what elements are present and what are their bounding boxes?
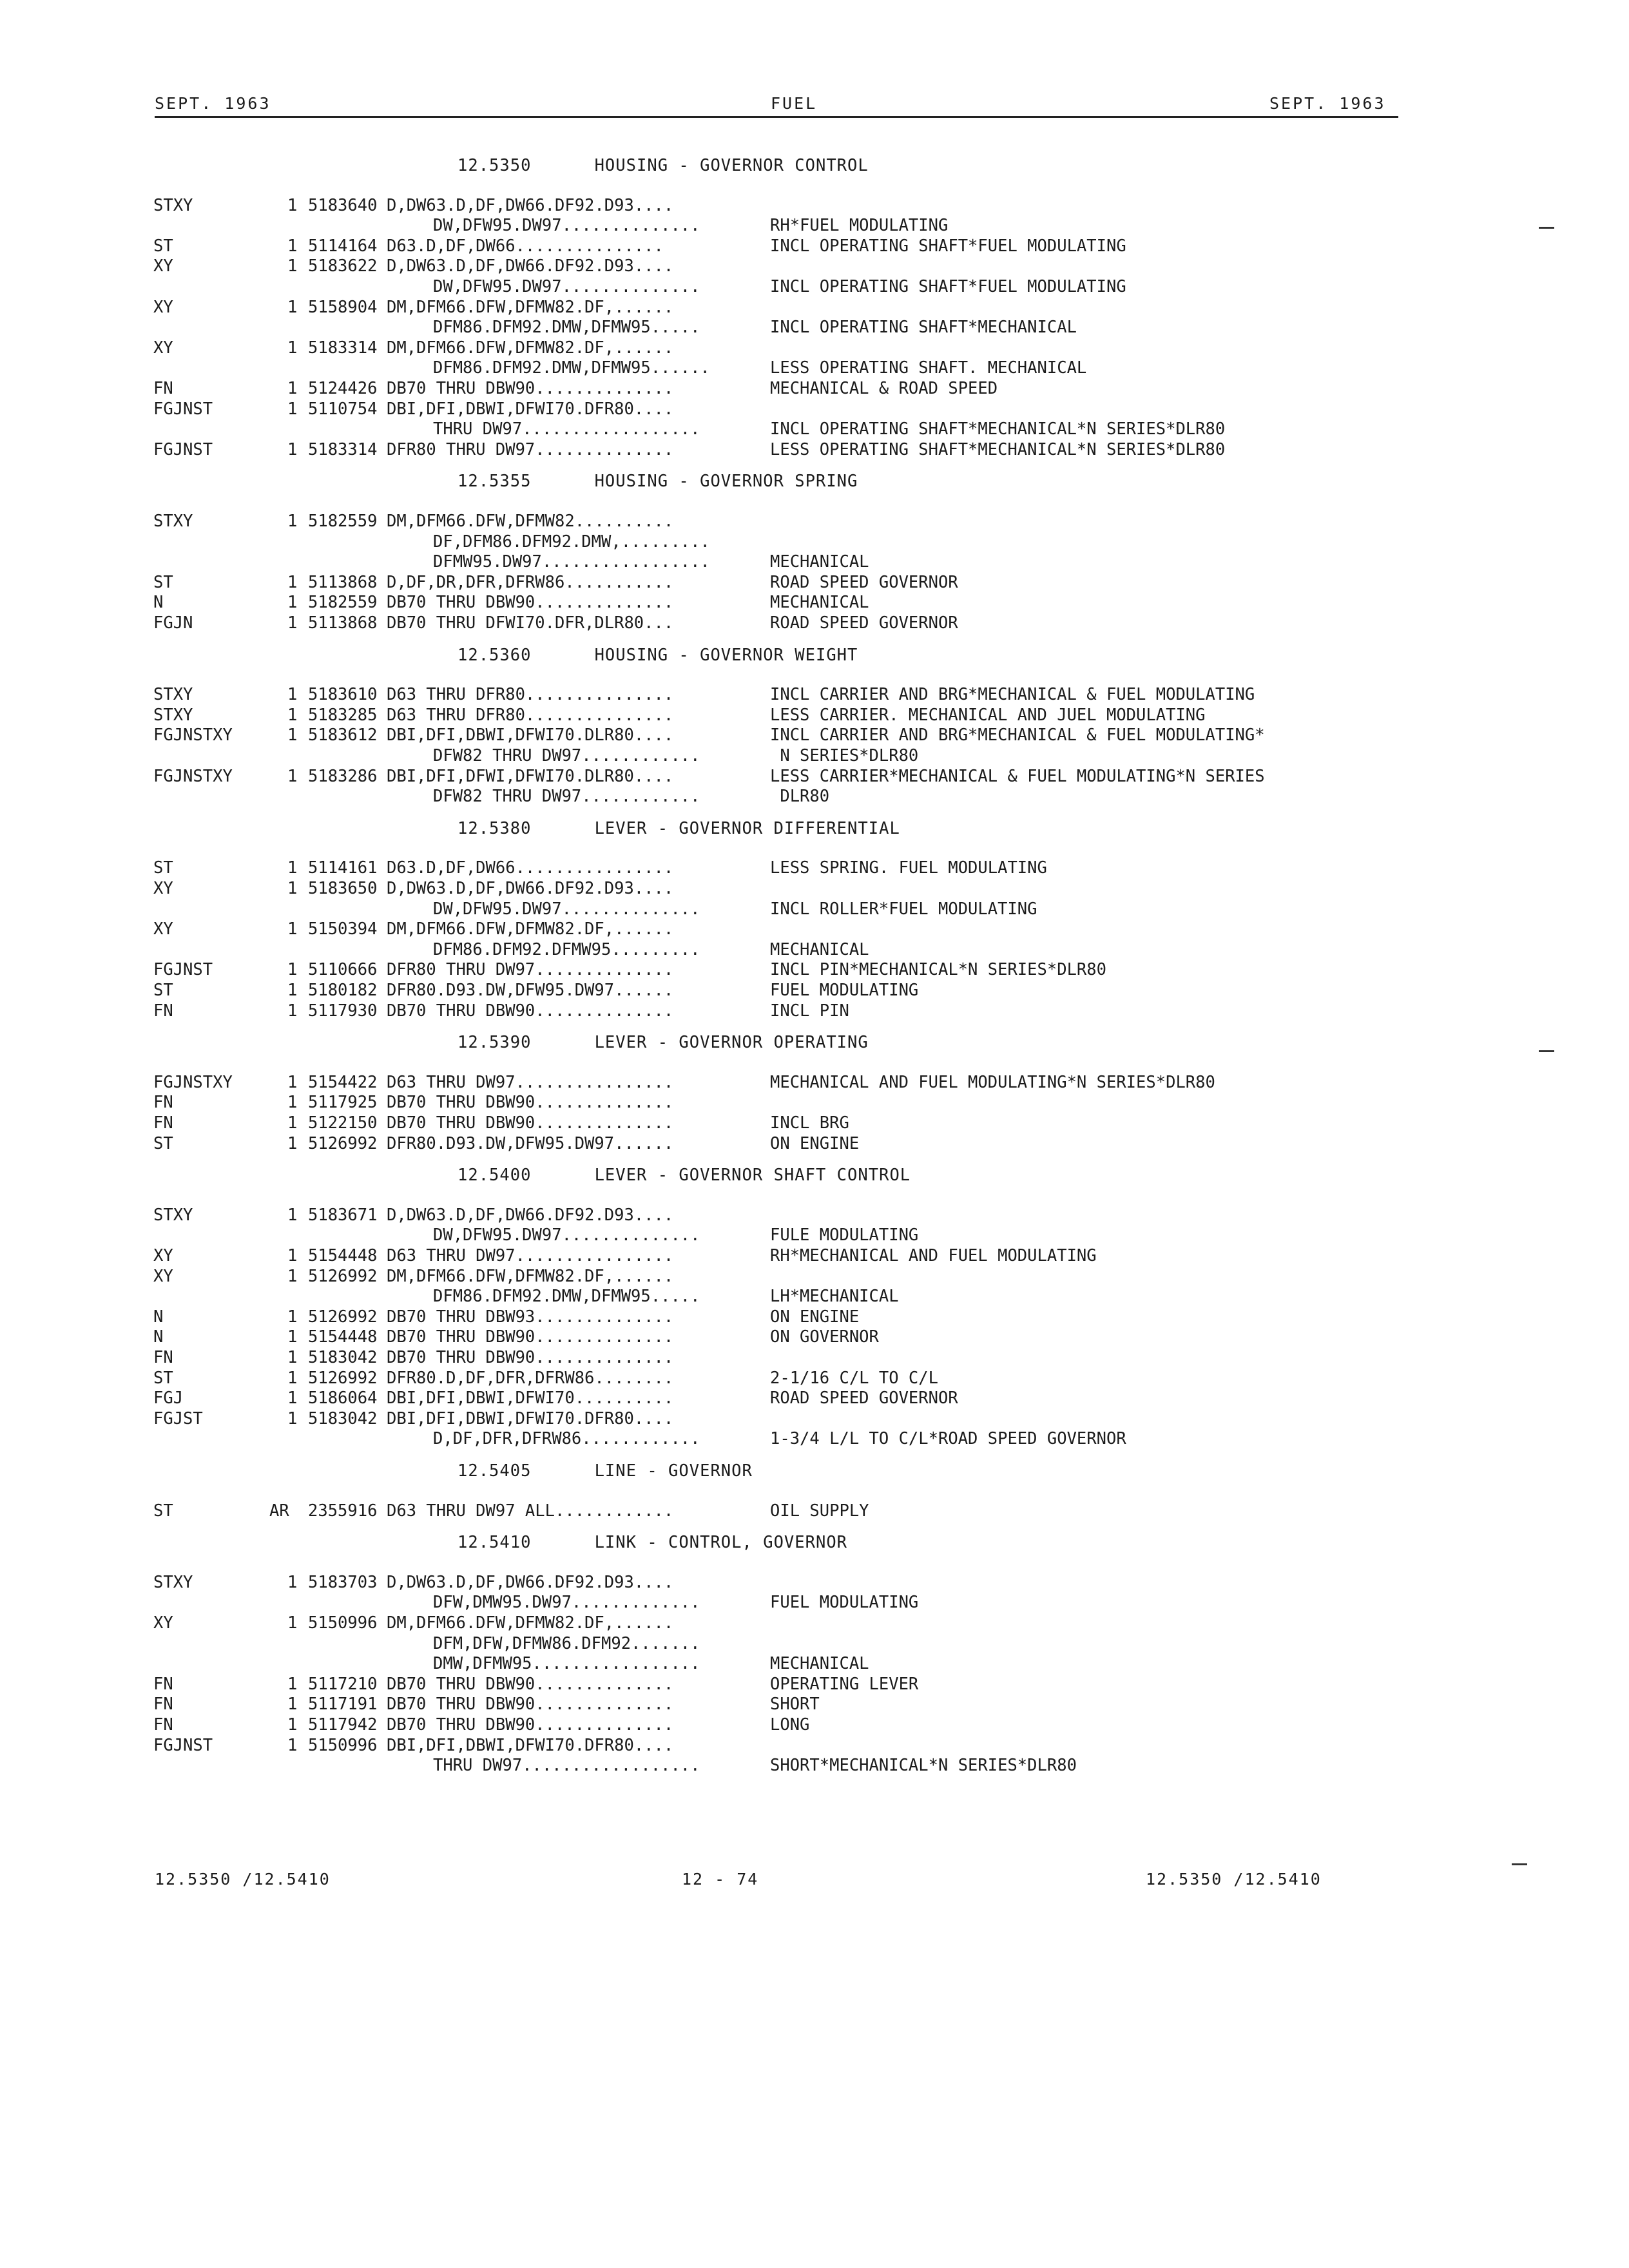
header-date-right: SEPT. 1963 bbox=[1269, 94, 1386, 113]
quantity: 1 bbox=[287, 1246, 298, 1265]
applicability: DBI,DFI,DFWI,DFWI70.DLR80.... bbox=[387, 766, 674, 786]
part-description: FUEL MODULATING bbox=[770, 981, 919, 1000]
model-code: ST bbox=[153, 981, 173, 1000]
applicability: D63.D,DF,DW66............... bbox=[387, 236, 664, 256]
applicability: DM,DFM66.DFW,DFMW82.DF,...... bbox=[387, 1613, 674, 1633]
part-description: INCL ROLLER*FUEL MODULATING bbox=[770, 899, 1037, 919]
applicability: DFM86.DFM92.DMW,DFMW95..... bbox=[433, 1287, 700, 1307]
model-code: ST bbox=[153, 236, 173, 256]
model-code: N bbox=[153, 1327, 164, 1347]
part-number: 5110754 bbox=[308, 399, 378, 419]
model-code: STXY bbox=[153, 195, 193, 215]
part-description: SHORT*MECHANICAL*N SERIES*DLR80 bbox=[770, 1756, 1077, 1776]
applicability: DBI,DFI,DBWI,DFWI70.DFR80.... bbox=[387, 1408, 674, 1428]
model-code: XY bbox=[153, 297, 173, 317]
part-description: ON ENGINE bbox=[770, 1133, 860, 1153]
part-number: 5183622 bbox=[308, 256, 378, 276]
part-description: INCL CARRIER AND BRG*MECHANICAL & FUEL MODULATING bbox=[770, 685, 1255, 705]
quantity: 1 bbox=[287, 439, 298, 459]
section-heading: 12.5405 LINE - GOVERNOR bbox=[458, 1461, 753, 1481]
applicability: DW,DFW95.DW97.............. bbox=[433, 899, 700, 919]
applicability: DFM,DFW,DFMW86.DFM92....... bbox=[433, 1633, 700, 1653]
section-heading: 12.5350 HOUSING - GOVERNOR CONTROL bbox=[458, 156, 869, 175]
applicability: THRU DW97.................. bbox=[433, 419, 700, 439]
part-number: 5154422 bbox=[308, 1072, 378, 1092]
part-number: 5117942 bbox=[308, 1715, 378, 1735]
applicability: DFM86.DFM92.DMW,DFMW95..... bbox=[433, 318, 700, 338]
part-description: INCL PIN bbox=[770, 1001, 849, 1021]
part-description: ROAD SPEED GOVERNOR bbox=[770, 1389, 958, 1408]
header-section-title: FUEL bbox=[771, 94, 818, 113]
quantity: 1 bbox=[287, 256, 298, 276]
applicability: DBI,DFI,DBWI,DFWI70.......... bbox=[387, 1389, 674, 1408]
part-number: 5117191 bbox=[308, 1695, 378, 1715]
applicability: DB70 THRU DBW90.............. bbox=[387, 1093, 674, 1113]
quantity: 1 bbox=[287, 1348, 298, 1367]
part-number: 5183314 bbox=[308, 338, 378, 358]
quantity: 1 bbox=[287, 379, 298, 398]
part-description: INCL OPERATING SHAFT*FUEL MODULATING bbox=[770, 277, 1126, 296]
quantity: 1 bbox=[287, 1072, 298, 1092]
applicability: D,DW63.D,DF,DW66.DF92.D93.... bbox=[387, 1205, 674, 1225]
part-description: MECHANICAL bbox=[770, 552, 869, 572]
part-description: MECHANICAL & ROAD SPEED bbox=[770, 379, 998, 398]
model-code: ST bbox=[153, 1501, 173, 1521]
part-description: INCL BRG bbox=[770, 1113, 849, 1133]
part-number: 2355916 bbox=[308, 1501, 378, 1521]
part-number: 5183610 bbox=[308, 685, 378, 705]
quantity: 1 bbox=[287, 879, 298, 898]
part-description: INCL PIN*MECHANICAL*N SERIES*DLR80 bbox=[770, 960, 1106, 980]
applicability: DMW,DFMW95................. bbox=[433, 1654, 700, 1674]
quantity: 1 bbox=[287, 1113, 298, 1133]
model-code: STXY bbox=[153, 1205, 193, 1225]
part-description: INCL OPERATING SHAFT*MECHANICAL*N SERIES*DLR80 bbox=[770, 419, 1226, 439]
applicability: DB70 THRU DBW90.............. bbox=[387, 1674, 674, 1694]
applicability: DFR80.D93.DW,DFW95.DW97...... bbox=[387, 1133, 674, 1153]
part-description: LESS OPERATING SHAFT. MECHANICAL bbox=[770, 358, 1087, 378]
part-number: 5117925 bbox=[308, 1093, 378, 1113]
model-code: FN bbox=[153, 379, 173, 398]
applicability: DBI,DFI,DBWI,DFWI70.DLR80.... bbox=[387, 726, 674, 745]
part-number: 5126992 bbox=[308, 1368, 378, 1388]
applicability: DFR80.D,DF,DFR,DFRW86........ bbox=[387, 1368, 674, 1388]
part-description: N SERIES*DLR80 bbox=[770, 746, 919, 765]
header-date-left: SEPT. 1963 bbox=[155, 94, 271, 113]
quantity: 1 bbox=[287, 705, 298, 725]
part-number: 5110666 bbox=[308, 960, 378, 980]
quantity: 1 bbox=[287, 399, 298, 419]
applicability: DB70 THRU DBW90.............. bbox=[387, 379, 674, 398]
quantity: 1 bbox=[287, 236, 298, 256]
model-code: XY bbox=[153, 1246, 173, 1265]
part-description: MECHANICAL AND FUEL MODULATING*N SERIES*DLR80 bbox=[770, 1072, 1215, 1092]
quantity: 1 bbox=[287, 1368, 298, 1388]
model-code: STXY bbox=[153, 512, 193, 531]
applicability: DB70 THRU DBW93.............. bbox=[387, 1307, 674, 1327]
part-number: 5126992 bbox=[308, 1133, 378, 1153]
applicability: DW,DFW95.DW97.............. bbox=[433, 277, 700, 296]
quantity: 1 bbox=[287, 1389, 298, 1408]
applicability: DB70 THRU DBW90.............. bbox=[387, 1348, 674, 1367]
part-number: 5122150 bbox=[308, 1113, 378, 1133]
section-heading: 12.5400 LEVER - GOVERNOR SHAFT CONTROL bbox=[458, 1166, 911, 1186]
quantity: 1 bbox=[287, 1093, 298, 1113]
model-code: FGJ bbox=[153, 1389, 184, 1408]
section-heading: 12.5380 LEVER - GOVERNOR DIFFERENTIAL bbox=[458, 818, 900, 838]
part-number: 5126992 bbox=[308, 1266, 378, 1286]
model-code: FN bbox=[153, 1695, 173, 1715]
quantity: 1 bbox=[287, 1715, 298, 1735]
footer-range-left: 12.5350 /12.5410 bbox=[155, 1870, 331, 1888]
quantity: 1 bbox=[287, 572, 298, 592]
quantity: 1 bbox=[287, 1205, 298, 1225]
part-number: 5113868 bbox=[308, 613, 378, 633]
model-code: STXY bbox=[153, 685, 193, 705]
quantity: 1 bbox=[287, 1327, 298, 1347]
quantity: 1 bbox=[287, 1674, 298, 1694]
part-number: 5183042 bbox=[308, 1348, 378, 1367]
part-description: INCL OPERATING SHAFT*MECHANICAL bbox=[770, 318, 1077, 338]
part-description: DLR80 bbox=[770, 787, 830, 807]
model-code: XY bbox=[153, 256, 173, 276]
part-description: LESS OPERATING SHAFT*MECHANICAL*N SERIES*DLR80 bbox=[770, 439, 1226, 459]
applicability: DB70 THRU DBW90.............. bbox=[387, 1695, 674, 1715]
part-description: LESS SPRING. FUEL MODULATING bbox=[770, 858, 1047, 878]
model-code: FN bbox=[153, 1674, 173, 1694]
part-number: 5117930 bbox=[308, 1001, 378, 1021]
part-number: 5158904 bbox=[308, 297, 378, 317]
part-number: 5182559 bbox=[308, 512, 378, 531]
part-description: RH*MECHANICAL AND FUEL MODULATING bbox=[770, 1246, 1097, 1265]
part-number: 5150996 bbox=[308, 1613, 378, 1633]
applicability: DB70 THRU DBW90.............. bbox=[387, 593, 674, 613]
applicability: DM,DFM66.DFW,DFMW82.DF,...... bbox=[387, 1266, 674, 1286]
model-code: FGJNSTXY bbox=[153, 1072, 233, 1092]
applicability: DM,DFM66.DFW,DFMW82.......... bbox=[387, 512, 674, 531]
model-code: FN bbox=[153, 1715, 173, 1735]
part-description: OIL SUPPLY bbox=[770, 1501, 869, 1521]
applicability: D63 THRU DFR80............... bbox=[387, 685, 674, 705]
applicability: DF,DFM86.DFM92.DMW,......... bbox=[433, 532, 710, 552]
part-number: 5154448 bbox=[308, 1246, 378, 1265]
model-code: FGJN bbox=[153, 613, 193, 633]
part-description: 2-1/16 C/L TO C/L bbox=[770, 1368, 938, 1388]
part-description: OPERATING LEVER bbox=[770, 1674, 919, 1694]
model-code: ST bbox=[153, 1133, 173, 1153]
part-number: 5183286 bbox=[308, 766, 378, 786]
quantity: 1 bbox=[287, 1001, 298, 1021]
quantity: 1 bbox=[287, 1133, 298, 1153]
part-number: 5183285 bbox=[308, 705, 378, 725]
footer-range-right: 12.5350 /12.5410 bbox=[1146, 1870, 1322, 1888]
applicability: DW,DFW95.DW97.............. bbox=[433, 1225, 700, 1245]
quantity: 1 bbox=[287, 919, 298, 939]
quantity: 1 bbox=[287, 1307, 298, 1327]
part-number: 5183042 bbox=[308, 1408, 378, 1428]
applicability: DFR80 THRU DW97.............. bbox=[387, 439, 674, 459]
quantity: 1 bbox=[287, 960, 298, 980]
applicability: D,DW63.D,DF,DW66.DF92.D93.... bbox=[387, 195, 674, 215]
section-heading: 12.5360 HOUSING - GOVERNOR WEIGHT bbox=[458, 645, 858, 665]
quantity: 1 bbox=[287, 1613, 298, 1633]
model-code: FGJNST bbox=[153, 960, 213, 980]
model-code: FGJNSTXY bbox=[153, 726, 233, 745]
model-code: N bbox=[153, 1307, 164, 1327]
part-number: 5117210 bbox=[308, 1674, 378, 1694]
part-number: 5150394 bbox=[308, 919, 378, 939]
section-heading: 12.5390 LEVER - GOVERNOR OPERATING bbox=[458, 1033, 869, 1053]
part-number: 5126992 bbox=[308, 1307, 378, 1327]
applicability: DFW82 THRU DW97............ bbox=[433, 787, 700, 807]
applicability: DB70 THRU DBW90.............. bbox=[387, 1001, 674, 1021]
applicability: DW,DFW95.DW97.............. bbox=[433, 216, 700, 236]
margin-tick-mark bbox=[1539, 227, 1554, 229]
applicability: DFMW95.DW97................. bbox=[433, 552, 710, 572]
part-description: ROAD SPEED GOVERNOR bbox=[770, 613, 958, 633]
part-number: 5183612 bbox=[308, 726, 378, 745]
section-heading: 12.5410 LINK - CONTROL, GOVERNOR bbox=[458, 1533, 848, 1553]
model-code: FGJNST bbox=[153, 439, 213, 459]
model-code: XY bbox=[153, 1266, 173, 1286]
part-description: SHORT bbox=[770, 1695, 820, 1715]
part-number: 5183671 bbox=[308, 1205, 378, 1225]
model-code: XY bbox=[153, 879, 173, 898]
applicability: DFW82 THRU DW97............ bbox=[433, 746, 700, 765]
quantity: 1 bbox=[287, 766, 298, 786]
footer-page-number: 12 - 74 bbox=[682, 1870, 759, 1888]
part-number: 5113868 bbox=[308, 572, 378, 592]
applicability: DFR80 THRU DW97.............. bbox=[387, 960, 674, 980]
model-code: FN bbox=[153, 1348, 173, 1367]
model-code: N bbox=[153, 593, 164, 613]
part-number: 5183314 bbox=[308, 439, 378, 459]
quantity: 1 bbox=[287, 1735, 298, 1755]
part-number: 5114161 bbox=[308, 858, 378, 878]
part-description: 1-3/4 L/L TO C/L*ROAD SPEED GOVERNOR bbox=[770, 1429, 1126, 1449]
part-number: 5114164 bbox=[308, 236, 378, 256]
part-description: MECHANICAL bbox=[770, 593, 869, 613]
applicability: DBI,DFI,DBWI,DFWI70.DFR80.... bbox=[387, 399, 674, 419]
part-description: INCL OPERATING SHAFT*FUEL MODULATING bbox=[770, 236, 1126, 256]
model-code: STXY bbox=[153, 705, 193, 725]
applicability: D63 THRU DFR80............... bbox=[387, 705, 674, 725]
model-code: XY bbox=[153, 338, 173, 358]
part-description: ROAD SPEED GOVERNOR bbox=[770, 572, 958, 592]
quantity: 1 bbox=[287, 1408, 298, 1428]
model-code: XY bbox=[153, 1613, 173, 1633]
applicability: D63 THRU DW97................ bbox=[387, 1072, 674, 1092]
part-number: 5150996 bbox=[308, 1735, 378, 1755]
part-number: 5183640 bbox=[308, 195, 378, 215]
part-description: LONG bbox=[770, 1715, 810, 1735]
applicability: D,DF,DFR,DFRW86............ bbox=[433, 1429, 700, 1449]
header-rule bbox=[155, 116, 1398, 118]
part-number: 5186064 bbox=[308, 1389, 378, 1408]
applicability: DM,DFM66.DFW,DFMW82.DF,...... bbox=[387, 919, 674, 939]
part-number: 5183703 bbox=[308, 1572, 378, 1592]
applicability: DFM86.DFM92.DFMW95......... bbox=[433, 939, 700, 959]
quantity: AR bbox=[269, 1501, 289, 1521]
model-code: FGJNSTXY bbox=[153, 766, 233, 786]
part-number: 5183650 bbox=[308, 879, 378, 898]
applicability: DB70 THRU DBW90.............. bbox=[387, 1327, 674, 1347]
quantity: 1 bbox=[287, 1266, 298, 1286]
applicability: D,DF,DR,DFR,DFRW86........... bbox=[387, 572, 674, 592]
applicability: D,DW63.D,DF,DW66.DF92.D93.... bbox=[387, 256, 674, 276]
quantity: 1 bbox=[287, 593, 298, 613]
applicability: D,DW63.D,DF,DW66.DF92.D93.... bbox=[387, 879, 674, 898]
model-code: XY bbox=[153, 919, 173, 939]
quantity: 1 bbox=[287, 338, 298, 358]
applicability: D63.D,DF,DW66................ bbox=[387, 858, 674, 878]
model-code: ST bbox=[153, 572, 173, 592]
applicability: DFM86.DFM92.DMW,DFMW95...... bbox=[433, 358, 710, 378]
applicability: DM,DFM66.DFW,DFMW82.DF,...... bbox=[387, 338, 674, 358]
part-description: LESS CARRIER. MECHANICAL AND JUEL MODULATING bbox=[770, 705, 1206, 725]
margin-tick-mark bbox=[1539, 1050, 1554, 1052]
part-number: 5180182 bbox=[308, 981, 378, 1000]
section-heading: 12.5355 HOUSING - GOVERNOR SPRING bbox=[458, 472, 858, 492]
applicability: DB70 THRU DBW90.............. bbox=[387, 1715, 674, 1735]
part-description: FUEL MODULATING bbox=[770, 1593, 919, 1613]
part-number: 5124426 bbox=[308, 379, 378, 398]
model-code: FN bbox=[153, 1093, 173, 1113]
applicability: D63 THRU DW97................ bbox=[387, 1246, 674, 1265]
part-description: ON GOVERNOR bbox=[770, 1327, 879, 1347]
model-code: STXY bbox=[153, 1572, 193, 1592]
part-description: RH*FUEL MODULATING bbox=[770, 216, 949, 236]
model-code: ST bbox=[153, 1368, 173, 1388]
quantity: 1 bbox=[287, 613, 298, 633]
part-number: 5154448 bbox=[308, 1327, 378, 1347]
part-description: FULE MODULATING bbox=[770, 1225, 919, 1245]
quantity: 1 bbox=[287, 297, 298, 317]
applicability: DM,DFM66.DFW,DFMW82.DF,...... bbox=[387, 297, 674, 317]
quantity: 1 bbox=[287, 726, 298, 745]
quantity: 1 bbox=[287, 1572, 298, 1592]
quantity: 1 bbox=[287, 1695, 298, 1715]
part-number: 5182559 bbox=[308, 593, 378, 613]
quantity: 1 bbox=[287, 981, 298, 1000]
model-code: FN bbox=[153, 1113, 173, 1133]
part-description: INCL CARRIER AND BRG*MECHANICAL & FUEL MODULATING* bbox=[770, 726, 1265, 745]
applicability: THRU DW97.................. bbox=[433, 1756, 700, 1776]
quantity: 1 bbox=[287, 858, 298, 878]
applicability: DB70 THRU DFWI70.DFR,DLR80... bbox=[387, 613, 674, 633]
model-code: FGJST bbox=[153, 1408, 203, 1428]
quantity: 1 bbox=[287, 195, 298, 215]
part-description: MECHANICAL bbox=[770, 939, 869, 959]
applicability: DBI,DFI,DBWI,DFWI70.DFR80.... bbox=[387, 1735, 674, 1755]
part-description: ON ENGINE bbox=[770, 1307, 860, 1327]
part-description: MECHANICAL bbox=[770, 1654, 869, 1674]
part-description: LH*MECHANICAL bbox=[770, 1287, 899, 1307]
quantity: 1 bbox=[287, 512, 298, 531]
part-description: LESS CARRIER*MECHANICAL & FUEL MODULATING*N SERIES bbox=[770, 766, 1265, 786]
applicability: DFW,DMW95.DW97............. bbox=[433, 1593, 700, 1613]
quantity: 1 bbox=[287, 685, 298, 705]
applicability: DFR80.D93.DW,DFW95.DW97...... bbox=[387, 981, 674, 1000]
model-code: FGJNST bbox=[153, 399, 213, 419]
applicability: D,DW63.D,DF,DW66.DF92.D93.... bbox=[387, 1572, 674, 1592]
applicability: DB70 THRU DBW90.............. bbox=[387, 1113, 674, 1133]
margin-tick-mark bbox=[1512, 1863, 1527, 1865]
model-code: FGJNST bbox=[153, 1735, 213, 1755]
applicability: D63 THRU DW97 ALL............ bbox=[387, 1501, 674, 1521]
model-code: FN bbox=[153, 1001, 173, 1021]
model-code: ST bbox=[153, 858, 173, 878]
